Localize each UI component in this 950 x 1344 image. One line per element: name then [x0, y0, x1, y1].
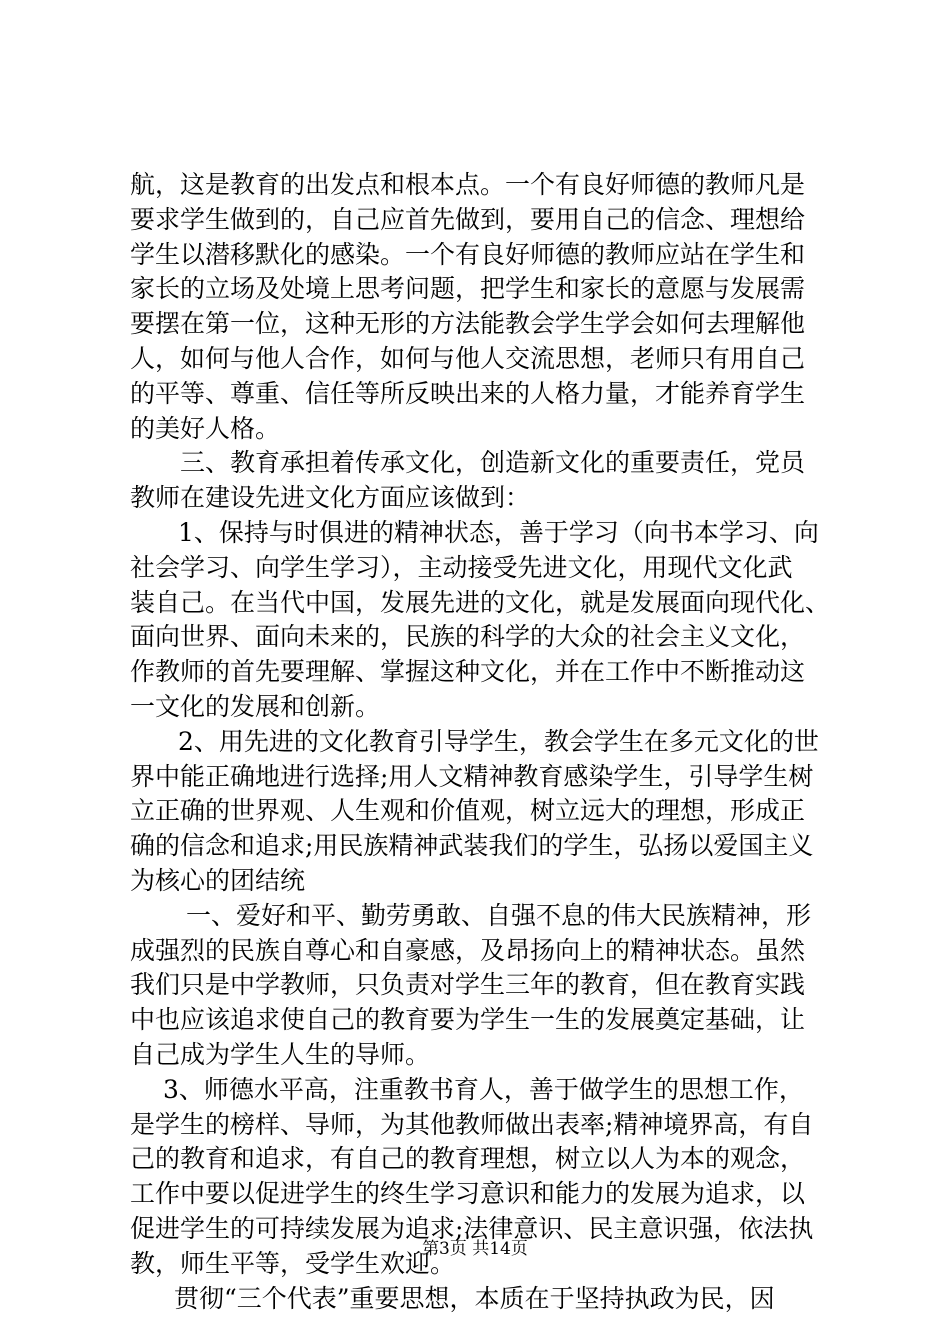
text-line: 中也应该追求使自己的教育要为学生一生的发展奠定基础，让: [130, 1005, 806, 1035]
text-line: 界中能正确地进行选择;用人文精神教育感染学生，引导学生树: [130, 761, 814, 791]
text-line: 学生以潜移默化的感染。一个有良好师德的教师应站在学生和: [130, 239, 806, 269]
text-line: 是学生的榜样、导师，为其他教师做出表率;精神境界高，有自: [130, 1109, 814, 1139]
paragraph-start-line: 1、保持与时俱进的精神状态，善于学习（向书本学习、向: [178, 517, 819, 547]
text-line: 促进学生的可持续发展为追求;法律意识、民主意识强，依法执: [130, 1213, 814, 1243]
text-line: 要求学生做到的，自己应首先做到，要用自己的信念、理想给: [130, 204, 806, 234]
text-line: 作教师的首先要理解、掌握这种文化，并在工作中不断推动这: [130, 657, 806, 687]
text-line: 工作中要以促进学生的终生学习意识和能力的发展为追求，以: [130, 1179, 806, 1209]
paragraph-start-line: 三、教育承担着传承文化，创造新文化的重要责任，党员: [180, 448, 806, 478]
paragraph-start-line: 贯彻“三个代表”重要思想，本质在于坚持执政为民，因: [174, 1283, 775, 1313]
text-line: 立正确的世界观、人生观和价值观，树立远大的理想，形成正: [130, 796, 806, 826]
text-line: 装自己。在当代中国，发展先进的文化，就是发展面向现代化、: [130, 587, 831, 617]
text-line: 成强烈的民族自尊心和自豪感，及昂扬向上的精神状态。虽然: [130, 935, 806, 965]
page-number-footer: 第3页 共14页: [422, 1239, 528, 1259]
text-line: 确的信念和追求;用民族精神武装我们的学生，弘扬以爱国主义: [130, 831, 814, 861]
text-line: 为核心的团结统: [130, 865, 306, 895]
text-line: 我们只是中学教师，只负责对学生三年的教育，但在教育实践: [130, 970, 806, 1000]
text-line: 家长的立场及处境上思考问题，把学生和家长的意愿与发展需: [130, 274, 806, 304]
paragraph-start-line: 2、用先进的文化教育引导学生，教会学生在多元文化的世: [178, 726, 819, 756]
text-line: 社会学习、向学生学习），主动接受先进文化，用现代文化武: [130, 552, 793, 582]
text-line: 的平等、尊重、信任等所反映出来的人格力量，才能养育学生: [130, 378, 806, 408]
text-line: 一文化的发展和创新。: [130, 691, 381, 721]
text-line: 教，师生平等，受学生欢迎。: [130, 1248, 456, 1278]
text-line: 己的教育和追求，有自己的教育理想，树立以人为本的观念，: [130, 1144, 806, 1174]
text-line: 自己成为学生人生的导师。: [130, 1039, 431, 1069]
text-line: 教师在建设先进文化方面应该做到：: [130, 483, 531, 513]
body-text: [130, 168, 835, 1316]
text-line: 要摆在第一位，这种无形的方法能教会学生学会如何去理解他: [130, 309, 806, 339]
paragraph-start-line: 一、爱好和平、勤劳勇敢、自强不息的伟大民族精神，形: [186, 900, 812, 930]
text-line: 的美好人格。: [130, 413, 281, 443]
text-line: 人，如何与他人合作，如何与他人交流思想，老师只有用自己: [130, 343, 806, 373]
text-line: 航，这是教育的出发点和根本点。一个有良好师德的教师凡是: [130, 170, 806, 199]
text-line: 面向世界、面向未来的，民族的科学的大众的社会主义文化，: [130, 622, 806, 652]
paragraph-start-line: 3、师德水平高，注重教书育人，善于做学生的思想工作，: [163, 1074, 804, 1104]
